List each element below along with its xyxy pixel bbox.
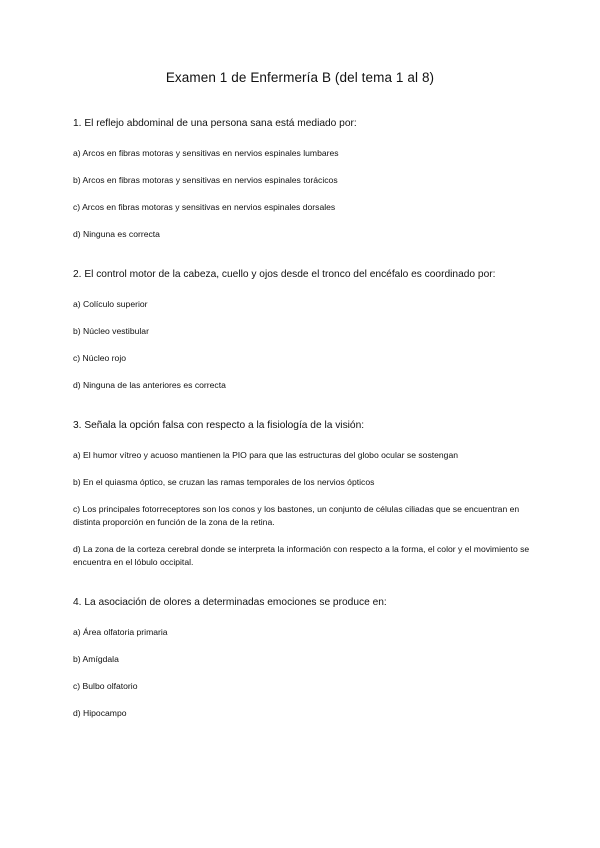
question-stem: 3. Señala la opción falsa con respecto a la fisiología de la visión: bbox=[73, 420, 365, 431]
question-3 bbox=[73, 419, 543, 569]
option-c: c) Núcleo rojo bbox=[73, 353, 127, 363]
option-b: b) Arcos en fibras motoras y sensitivas en nervios espinales torácicos bbox=[73, 175, 338, 185]
option-c: c) Los principales fotorreceptores son los conos y los bastones, un conjunto de células ciliadas que se encuentran en distinta proporción en función de la zona de la retina. bbox=[73, 504, 520, 527]
question-2 bbox=[73, 268, 543, 392]
option-c: c) Bulbo olfatorio bbox=[73, 681, 138, 691]
exam-title: Examen 1 de Enfermería B (del tema 1 al 8) bbox=[165, 70, 435, 85]
option-c: c) Arcos en fibras motoras y sensitivas en nervios espinales dorsales bbox=[73, 202, 336, 212]
option-b: b) Amígdala bbox=[73, 654, 119, 664]
option-d: d) Ninguna es correcta bbox=[73, 229, 160, 239]
option-a: a) Colículo superior bbox=[73, 299, 148, 309]
option-d: d) Ninguna de las anteriores es correcta bbox=[73, 380, 226, 390]
option-d: d) La zona de la corteza cerebral donde se interpreta la información con respecto a la forma, el color y el movimiento se encuentra en el lóbulo occipital. bbox=[73, 544, 530, 567]
option-a: a) Área olfatoria primaria bbox=[73, 627, 168, 637]
option-d: d) Hipocampo bbox=[73, 708, 127, 718]
option-a: a) El humor vítreo y acuoso mantienen la PIO para que las estructuras del globo ocular se sostengan bbox=[73, 450, 459, 460]
question-stem: 2. El control motor de la cabeza, cuello y ojos desde el tronco del encéfalo es coordinado por: bbox=[73, 269, 496, 280]
question-stem: 4. La asociación de olores a determinadas emociones se produce en: bbox=[73, 597, 387, 608]
option-b: b) Núcleo vestibular bbox=[73, 326, 149, 336]
option-b: b) En el quiasma óptico, se cruzan las ramas temporales de los nervios ópticos bbox=[73, 477, 375, 487]
question-4 bbox=[73, 596, 543, 720]
question-1 bbox=[73, 117, 543, 241]
questions-list bbox=[73, 117, 543, 747]
option-a: a) Arcos en fibras motoras y sensitivas en nervios espinales lumbares bbox=[73, 148, 339, 158]
question-stem: 1. El reflejo abdominal de una persona sana está mediado por: bbox=[73, 118, 357, 129]
